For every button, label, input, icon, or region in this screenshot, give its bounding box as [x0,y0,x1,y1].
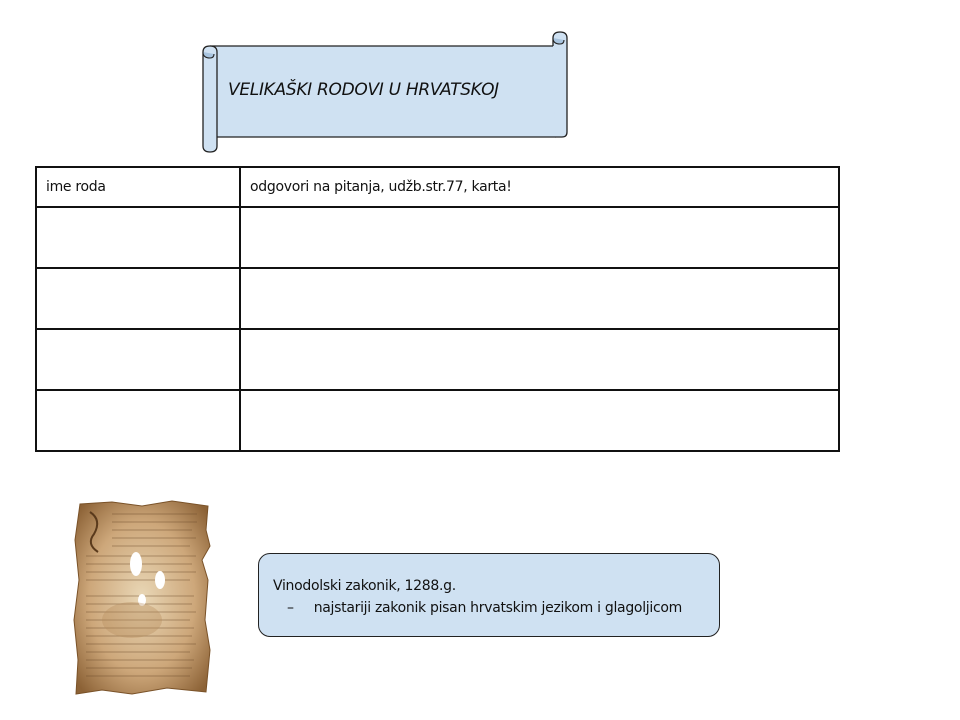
table-header-row [36,167,839,207]
parchment-manuscript-image [72,500,212,696]
note-title: Vinodolski zakonik, 1288.g. [273,578,456,594]
bullet-dash: – [287,600,294,616]
table-row [36,268,839,329]
answer-cell[interactable] [240,207,839,268]
banner-title: VELIKAŠKI RODOVI U HRVATSKOJ [228,80,499,100]
bullet-text: najstariji zakonik pisan hrvatskim jezikom i glagoljicom [313,600,682,616]
note-bullet [287,600,682,616]
header-answers: odgovori na pitanja, udžb.str.77, karta! [240,167,839,207]
table-row [36,390,839,451]
family-name-cell[interactable] [36,268,240,329]
answer-cell[interactable] [240,329,839,390]
vinodol-code-note [258,553,720,637]
answer-cell[interactable] [240,390,839,451]
family-name-cell[interactable] [36,207,240,268]
table-row [36,329,839,390]
family-name-cell[interactable] [36,329,240,390]
header-family-name: ime roda [36,167,240,207]
answer-cell[interactable] [240,268,839,329]
families-table [35,166,840,452]
table-row [36,207,839,268]
family-name-cell[interactable] [36,390,240,451]
title-banner-scroll [198,30,573,154]
